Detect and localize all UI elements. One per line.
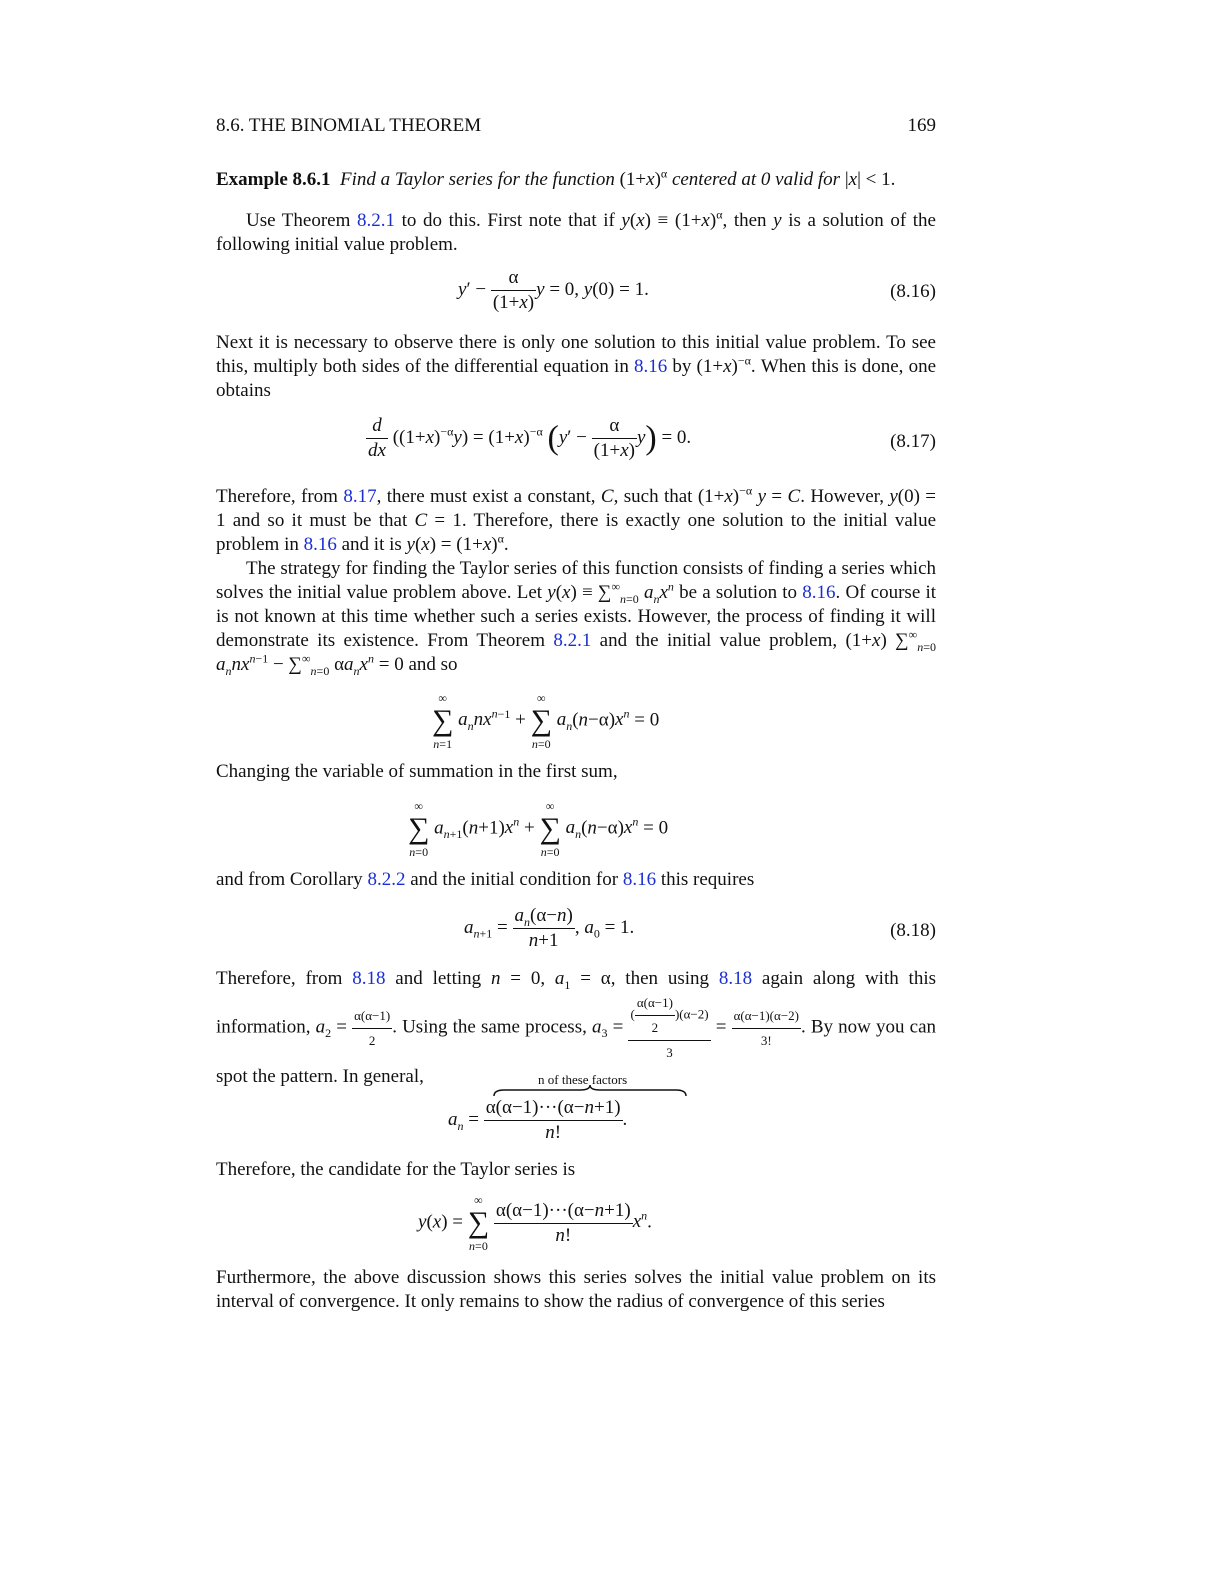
ref-eq-818[interactable]: 8.18 — [718, 968, 753, 989]
equation-an-general: n of these factors $a_n$ = $\frac{\alpha(\alpha-1)\cdot\cdot\cdot(\alpha-n+1)}{n!}$ . — [216, 1068, 936, 1150]
paragraph-9: Furthermore, the above discussion shows this series solves the initial value problem on its interval of convergence. It only remains to show the radius of convergence of this series — [216, 1267, 936, 1312]
example-label: Example 8.6.1 — [216, 169, 331, 190]
equation-sum-1: ∞ ∑ n=1 $a_nnx^{n-1}$ + ∞ ∑ n=0 $a_n(n-\alpha)x^n = 0$ — [432, 691, 660, 751]
equation-number-816: (8.16) — [890, 281, 936, 302]
paragraph-1: Use Theorem 8.2.1 to do this. First note that if $y(x) \equiv (1+x)^\alpha$, then y is a solution of the following initial value problem. — [216, 207, 936, 255]
paragraph-2: Next it is necessary to observe there is only one solution to this initial value problem. To see this, multiply both sides of the differential equation in 8.16 by $(1+x)^{-\alpha}$. When this is done, one obtains — [216, 332, 937, 401]
equation-number-818: (8.18) — [890, 920, 936, 941]
paragraph-5: Changing the variable of summation in the first sum, — [216, 761, 618, 782]
ref-corollary-822[interactable]: 8.2.2 — [367, 869, 406, 890]
ref-theorem-821[interactable]: 8.2.1 — [356, 210, 395, 231]
page-number: 169 — [907, 115, 936, 136]
ref-eq-816[interactable]: 8.16 — [802, 582, 836, 603]
paragraph-6: and from Corollary 8.2.2 and the initial condition for 8.16 this requires — [216, 869, 755, 890]
equation-number-817: (8.17) — [890, 431, 936, 452]
ref-eq-817[interactable]: 8.17 — [343, 486, 377, 507]
equation-818: $a_{n+1}$ = $\frac{a_n(\alpha-n)}{n+1}$ , $a_0 = 1$. (8.18) — [464, 905, 936, 951]
brace-label: n of these factors — [538, 1072, 628, 1087]
equation-taylor-series: y(x) = ∞ ∑ n=0 $\frac{\alpha(\alpha-1)\cdot\cdot\cdot(\alpha-n+1)}{n!}$ $x^n$. — [418, 1193, 652, 1253]
ref-theorem-821[interactable]: 8.2.1 — [553, 630, 592, 651]
ref-eq-816[interactable]: 8.16 — [303, 534, 337, 555]
equation-816: y′ − $\frac{\alpha}{(1+x)}$ y = 0, y(0) = 1. (8.16) — [458, 267, 936, 313]
paragraph-8: Therefore, the candidate for the Taylor series is — [216, 1159, 576, 1180]
running-header — [216, 114, 936, 138]
paragraph-3: Therefore, from 8.17, there must exist a constant, C, such that $(1+x)^{-\alpha}$ y = C. However, y(0) = 1 and so it must be that C = 1. Therefore, there is exactly one solution to the initial value problem in 8.16 and it is $y(x) = (1+x)^\alpha$. — [216, 483, 937, 555]
example-statement: Example 8.6.1 Find a Taylor series for the function $(1+x)^\alpha$ centered at 0 valid for |x| < 1. — [216, 166, 896, 190]
paragraph-7: Therefore, from 8.18 and letting n = 0, $a_1 = \alpha$, then using 8.18 again along with this information, $a_2$ = $\frac{\alpha(\alpha-1)}{2}$ . Using the same process, $a_3$ = ( $\frac{\alpha(\alpha-1)}{2}$ )(α−2) 3 = $\frac{\alpha(\alpha-1)(\alpha-2)}{3!}$ . By now you can spot the pattern. In general, — [216, 968, 937, 1087]
ref-eq-816[interactable]: 8.16 — [622, 869, 657, 890]
equation-817: $\frac{d}{dx}$ $((1+x)^{-\alpha}y) = (1+x)^{-\alpha}$ (y′ − $\frac{\alpha}{(1+x)}$ y) = 0. (8.17) — [368, 415, 936, 461]
ref-eq-816[interactable]: 8.16 — [634, 356, 668, 377]
paragraph-4: The strategy for finding the Taylor series of this function consists of finding a series which solves the initial value problem above. Let $y(x) \equiv \sum^\infty_{n=0}$ $a_nx^n$ be a solution to 8.16. Of course it is not known at this time whether such a series exists. However, the process of finding it will demonstrate its existence. From Theorem 8.2.1 and the initial value problem, (1+x) $\sum^\infty_{n=0}$ $a_nnx^{n-1} - \sum^\infty_{n=0}$ $\alpha a_nx^n = 0$ and so — [216, 558, 937, 678]
equation-sum-2: ∞ ∑ n=0 $a_{n+1}(n+1)x^n$ + ∞ ∑ n=0 $a_n(n-\alpha)x^n = 0$ — [408, 799, 669, 859]
document-page — [216, 0, 936, 1584]
section-title: 8.6. THE BINOMIAL THEOREM — [216, 115, 482, 136]
ref-eq-818[interactable]: 8.18 — [352, 968, 386, 989]
